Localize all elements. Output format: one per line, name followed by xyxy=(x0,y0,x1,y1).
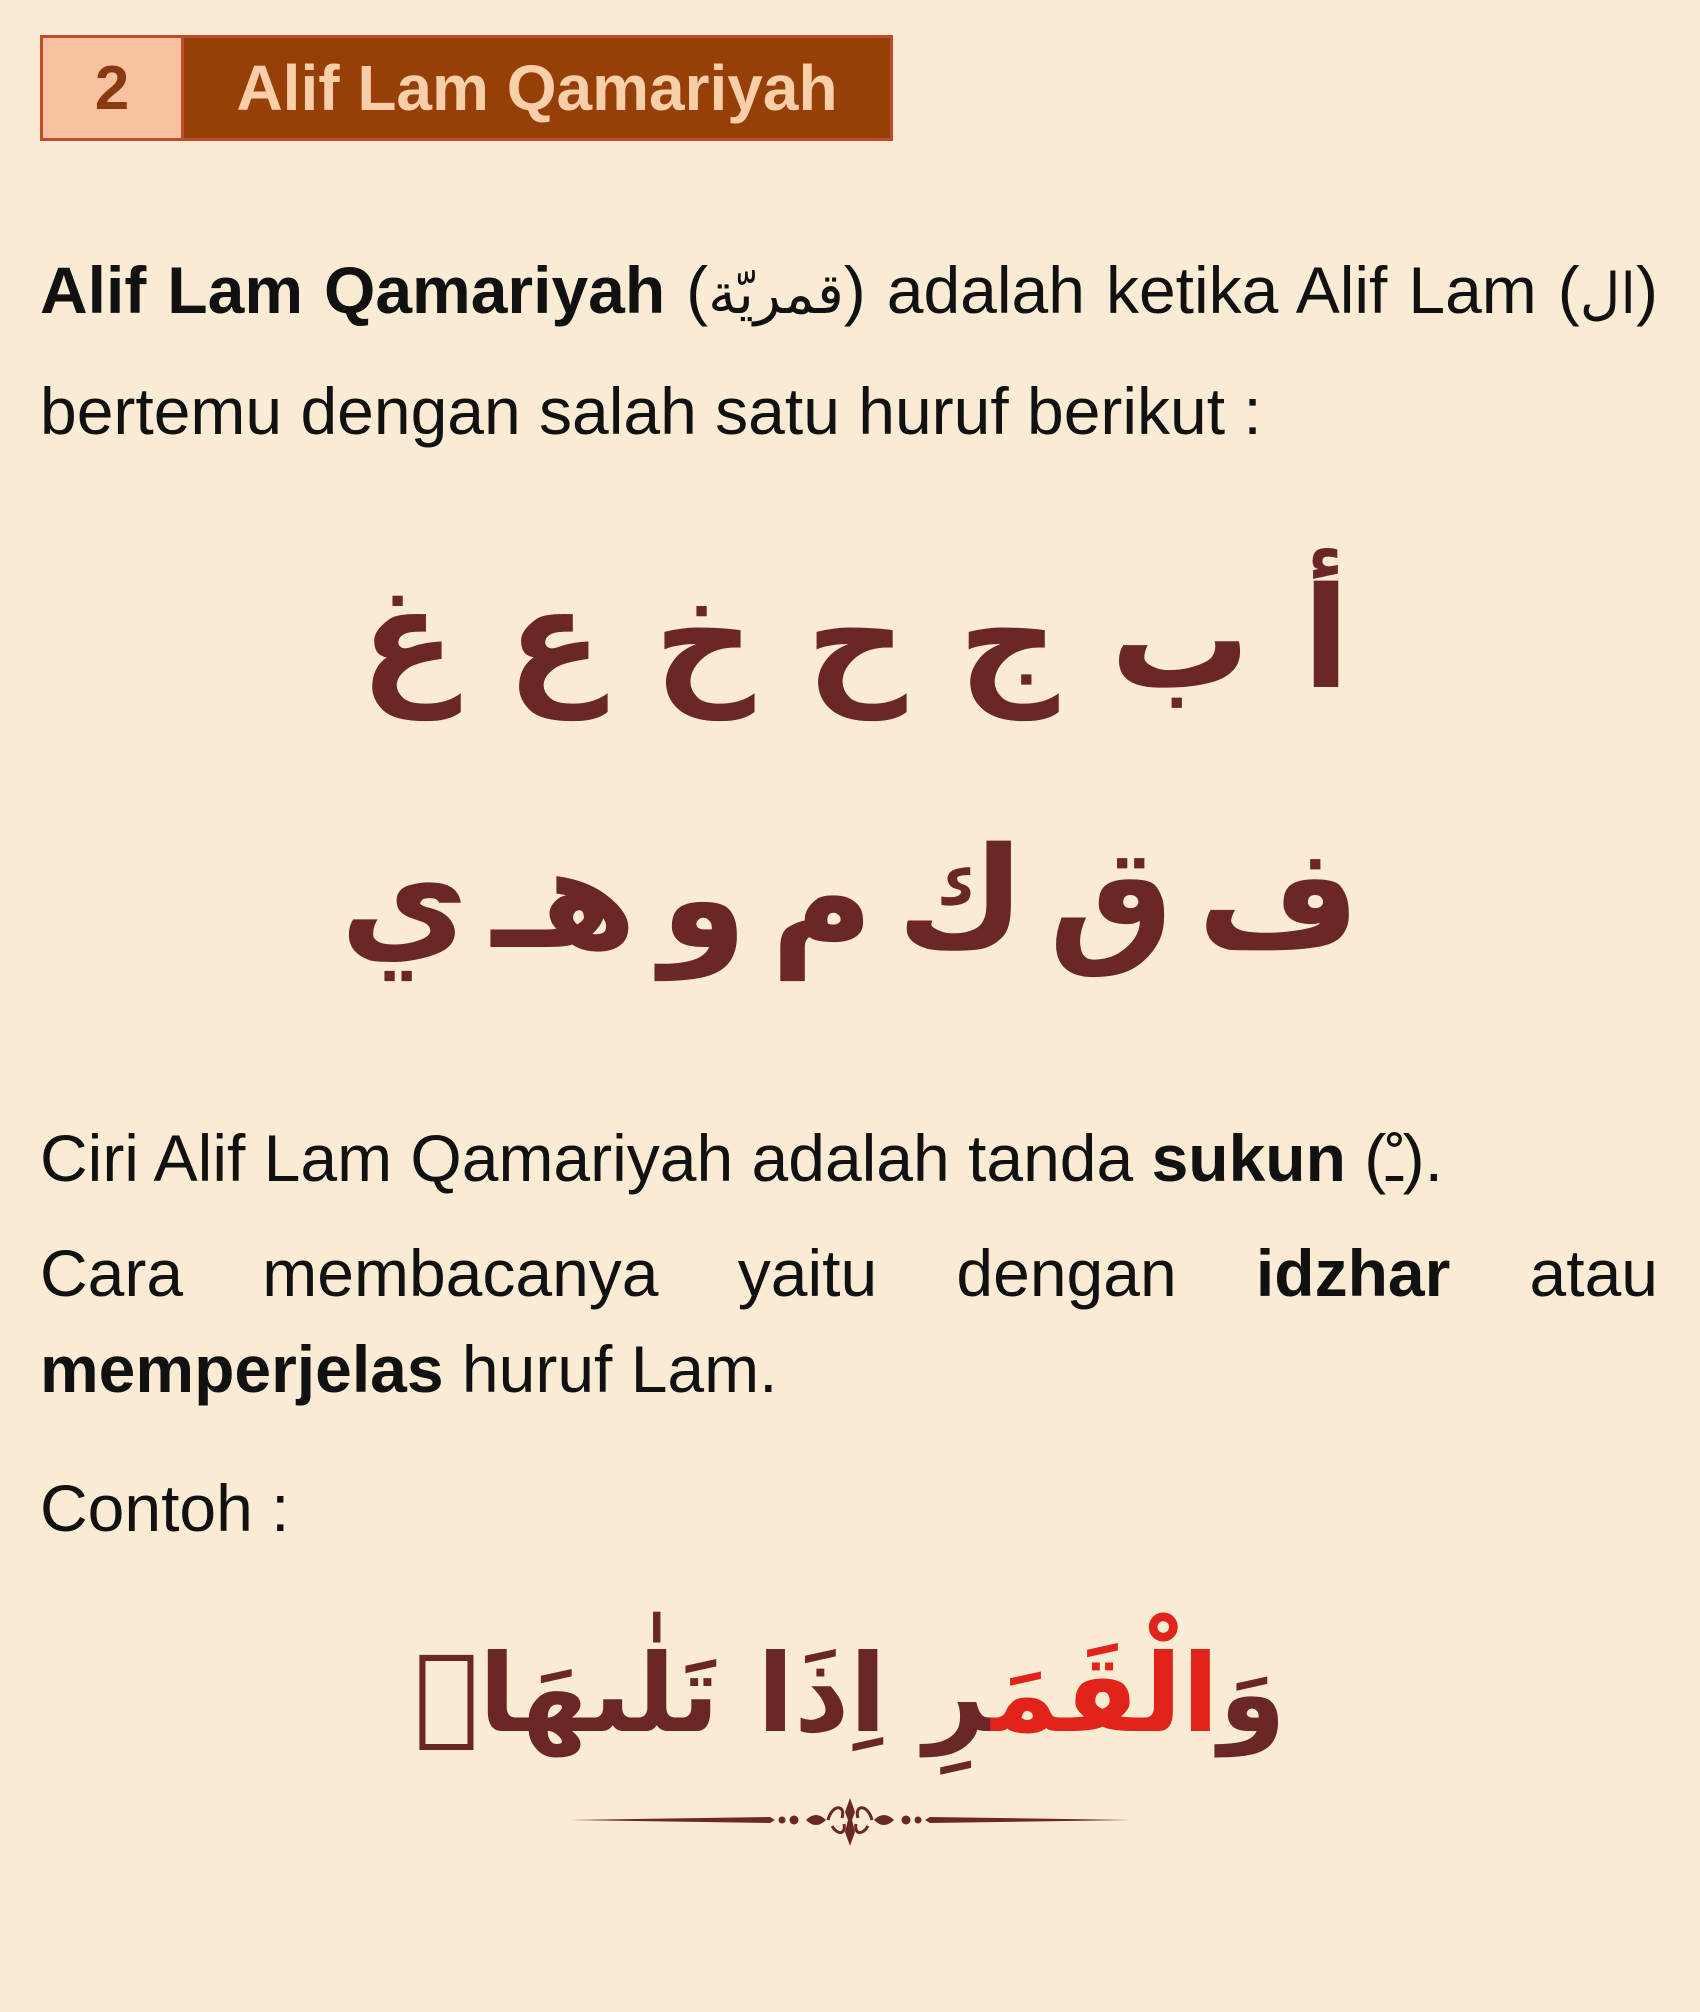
letter-alif: أ xyxy=(1302,558,1350,721)
verse-highlight: الْقَمَ xyxy=(991,1632,1219,1757)
intro-term: Alif Lam Qamariyah xyxy=(40,253,666,327)
cara-memperjelas: memperjelas xyxy=(40,1332,444,1406)
term-arabic: قمريّة xyxy=(708,262,844,327)
intro-paragraph: Alif Lam Qamariyah (قمريّة) adalah ketika Alif Lam (ال) bertemu dengan salah satu huruf berikut : xyxy=(40,253,1658,448)
ciri-sukun: sukun xyxy=(1151,1121,1346,1195)
intro-text-end: bertemu dengan salah satu huruf berikut : xyxy=(40,374,1262,448)
letter-mim: م xyxy=(770,818,874,981)
letter-ain: ع xyxy=(506,558,603,721)
cara-text-start: Cara membacanya yaitu dengan xyxy=(40,1236,1177,1310)
letter-qaf: ق xyxy=(1048,818,1174,981)
letter-waw: و xyxy=(660,818,748,981)
ornament-divider-icon xyxy=(570,1790,1130,1850)
cara-text-mid: atau xyxy=(1529,1236,1659,1310)
section-title: Alif Lam Qamariyah xyxy=(184,35,893,141)
letter-kaf: ك xyxy=(896,818,1026,981)
qamariyah-letters-row-2 xyxy=(340,800,1360,1000)
section-header xyxy=(40,35,893,141)
letter-ghain: غ xyxy=(360,558,456,721)
letter-jim: ج xyxy=(957,558,1059,721)
alif-lam-arabic: ال xyxy=(1579,262,1636,327)
letter-ya: ي xyxy=(340,818,469,981)
ciri-text: Ciri Alif Lam Qamariyah adalah tanda xyxy=(40,1121,1134,1195)
letter-ha: ح xyxy=(805,558,907,721)
cara-idzhar: idzhar xyxy=(1255,1236,1451,1310)
cara-paragraph xyxy=(40,1225,1658,1417)
example-verse xyxy=(400,1610,1300,1780)
letter-kha: خ xyxy=(653,558,755,721)
verse-rest: رِ اِذَا تَلٰىهَا xyxy=(413,1632,992,1757)
qamariyah-letters-row-1 xyxy=(360,540,1350,740)
ciri-paragraph: Ciri Alif Lam Qamariyah adalah tanda sukun (ـْ). xyxy=(40,1121,1443,1195)
contoh-label: Contoh : xyxy=(40,1471,290,1545)
section-number: 2 xyxy=(40,35,184,141)
verse-prefix: وَ xyxy=(1218,1632,1287,1757)
intro-text-mid: adalah ketika Alif Lam xyxy=(886,253,1537,327)
cara-text-end: huruf Lam. xyxy=(461,1332,778,1406)
letter-ba: ب xyxy=(1110,558,1251,721)
letter-ha-end: هـ xyxy=(491,818,637,981)
sukun-symbol: ـْ xyxy=(1386,1130,1403,1195)
letter-fa: ف xyxy=(1197,818,1360,981)
